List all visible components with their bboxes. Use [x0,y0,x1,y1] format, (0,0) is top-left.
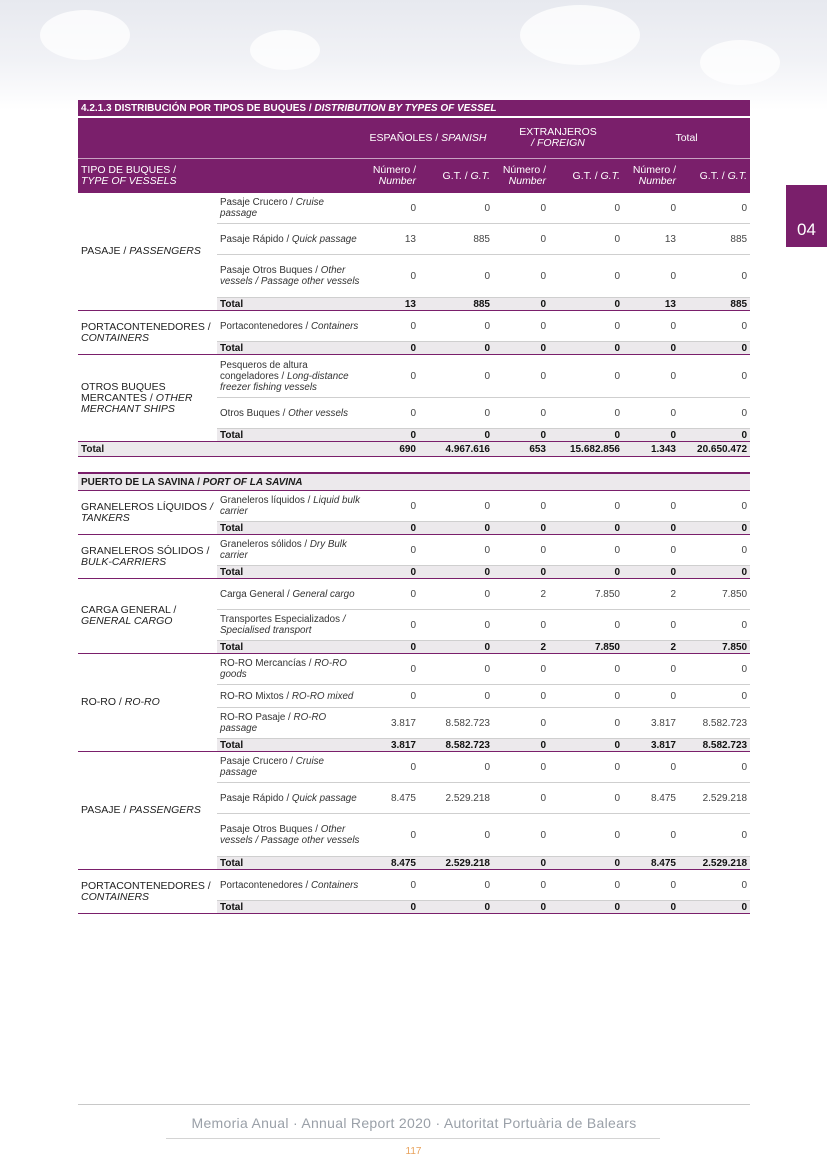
cell-value: 0 [493,654,549,685]
cell-value: 0 [419,355,493,398]
cell-value: 0 [363,685,419,708]
cell-value: 0 [549,752,623,783]
vessel-subtype: RO-RO Mixtos / RO-RO mixed [217,685,363,708]
cell-value: 0 [493,255,549,298]
cell-value: 0 [623,355,679,398]
cell-value: 0 [679,610,750,641]
cell-value: 8.582.723 [679,708,750,739]
total-value: 0 [623,429,679,442]
grand-total-value: 690 [363,442,419,457]
cell-value: 0 [493,610,549,641]
page-number: 117 [405,1146,422,1157]
cell-value: 0 [419,579,493,610]
total-label: Total [217,566,363,579]
cell-value: 0 [493,870,549,901]
cell-value: 0 [363,610,419,641]
cell-value: 0 [419,255,493,298]
total-value: 13 [363,298,419,311]
total-value: 0 [549,901,623,914]
total-value: 0 [363,641,419,654]
section-title-row [78,473,750,491]
cell-value: 0 [493,685,549,708]
cell-value: 0 [419,685,493,708]
vessel-group: GRANELEROS SÓLIDOS / BULK-CARRIERS [78,535,217,579]
cell-value: 0 [363,311,419,342]
total-value: 0 [419,566,493,579]
vessel-group: PASAJE / PASSENGERS [78,193,217,311]
grand-total-value: 1.343 [623,442,679,457]
vessel-group: PORTACONTENEDORES / CONTAINERS [78,870,217,914]
cell-value: 0 [549,685,623,708]
vessel-subtype: Otros Buques / Other vessels [217,398,363,429]
total-value: 2 [623,641,679,654]
row-header: TIPO DE BUQUES / TYPE OF VESSELS [78,159,363,194]
total-value: 2 [493,641,549,654]
total-value: 0 [363,901,419,914]
total-value: 0 [549,522,623,535]
header-background [0,0,827,110]
total-value: 0 [493,857,549,870]
cell-value: 0 [363,654,419,685]
cell-value: 0 [493,814,549,857]
cell-value: 0 [679,491,750,522]
total-value: 0 [363,429,419,442]
cell-value: 2 [493,579,549,610]
vessel-subtype: Graneleros líquidos / Liquid bulk carrier [217,491,363,522]
total-value: 13 [623,298,679,311]
vessel-subtype: Portacontenedores / Containers [217,311,363,342]
total-label: Total [217,739,363,752]
total-value: 7.850 [679,641,750,654]
cell-value: 0 [623,685,679,708]
cell-value: 0 [363,535,419,566]
footer-text: Memoria Anual · Annual Report 2020 · Autoritat Portuària de Balears [191,1115,637,1131]
cell-value: 0 [419,610,493,641]
cell-value: 7.850 [679,579,750,610]
table-title-row [78,100,750,117]
table-row [78,654,750,685]
cell-value: 13 [363,224,419,255]
vessel-subtype: Pesqueros de altura congeladores / Long-distance freezer fishing vessels [217,355,363,398]
total-value: 3.817 [363,739,419,752]
cell-value: 0 [419,491,493,522]
cell-value: 0 [623,814,679,857]
cell-value: 0 [623,654,679,685]
cell-value: 0 [493,193,549,224]
total-value: 8.582.723 [419,739,493,752]
total-value: 0 [623,566,679,579]
total-value: 2.529.218 [419,857,493,870]
vessel-subtype: RO-RO Pasaje / RO-RO passage [217,708,363,739]
cell-value: 0 [623,193,679,224]
cell-value: 0 [549,610,623,641]
total-value: 0 [419,522,493,535]
table-row [78,752,750,783]
cell-value: 8.475 [623,783,679,814]
total-value: 0 [549,429,623,442]
vessel-subtype: Pasaje Rápido / Quick passage [217,224,363,255]
grand-total-value: 4.967.616 [419,442,493,457]
cell-value: 0 [363,193,419,224]
vessel-distribution-table [78,100,750,914]
vessel-group: CARGA GENERAL / GENERAL CARGO [78,579,217,654]
cell-value: 0 [549,255,623,298]
cell-value: 0 [623,398,679,429]
vessel-subtype: Pasaje Otros Buques / Other vessels / Passage other vessels [217,255,363,298]
total-value: 885 [419,298,493,311]
cell-value: 0 [549,654,623,685]
cell-value: 0 [623,491,679,522]
total-value: 0 [363,566,419,579]
cell-value: 0 [679,398,750,429]
vessel-subtype: Pasaje Crucero / Cruise passage [217,752,363,783]
table-title: 4.2.1.3 DISTRIBUCIÓN POR TIPOS DE BUQUES / DISTRIBUTION BY TYPES OF VESSEL [78,100,750,117]
total-value: 0 [493,739,549,752]
cell-value: 0 [679,535,750,566]
total-value: 0 [623,342,679,355]
grand-total-label: Total [78,442,363,457]
total-value: 0 [549,566,623,579]
cell-value: 0 [549,814,623,857]
cell-value: 0 [623,255,679,298]
table-row [78,355,750,398]
cell-value: 8.582.723 [419,708,493,739]
total-value: 0 [623,901,679,914]
vessel-subtype: RO-RO Mercancías / RO-RO goods [217,654,363,685]
cell-value: 0 [623,610,679,641]
total-value: 0 [493,522,549,535]
cell-value: 0 [679,752,750,783]
vessel-group: GRANELEROS LÍQUIDOS / TANKERS [78,491,217,535]
vessel-subtype: Carga General / General cargo [217,579,363,610]
cell-value: 0 [419,398,493,429]
total-value: 0 [549,739,623,752]
table-row [78,870,750,901]
total-value: 0 [419,342,493,355]
cell-value: 8.475 [363,783,419,814]
cell-value: 3.817 [623,708,679,739]
grand-total-row [78,442,750,457]
cell-value: 0 [623,752,679,783]
cell-value: 0 [363,870,419,901]
total-value: 0 [493,298,549,311]
cell-value: 0 [549,193,623,224]
table-row [78,311,750,342]
total-value: 3.817 [623,739,679,752]
cell-value: 0 [679,685,750,708]
total-label: Total [217,641,363,654]
cell-value: 0 [679,814,750,857]
cell-value: 0 [419,193,493,224]
total-value: 2.529.218 [679,857,750,870]
cell-value: 7.850 [549,579,623,610]
cell-value: 0 [549,398,623,429]
total-value: 0 [493,342,549,355]
vessel-group: OTROS BUQUES MERCANTES / OTHER MERCHANT SHIPS [78,355,217,442]
total-value: 0 [623,522,679,535]
total-value: 885 [679,298,750,311]
grand-total-value: 20.650.472 [679,442,750,457]
cell-value: 0 [363,579,419,610]
cell-value: 3.817 [363,708,419,739]
cell-value: 0 [363,752,419,783]
cell-value: 0 [679,193,750,224]
total-value: 0 [493,901,549,914]
vessel-subtype: Pasaje Crucero / Cruise passage [217,193,363,224]
cell-value: 0 [363,491,419,522]
cell-value: 0 [419,752,493,783]
cell-value: 0 [419,814,493,857]
cell-value: 0 [679,311,750,342]
vessel-group: RO-RO / RO-RO [78,654,217,752]
cell-value: 0 [493,398,549,429]
total-value: 8.475 [363,857,419,870]
cell-value: 0 [623,311,679,342]
cell-value: 0 [549,311,623,342]
cell-value: 0 [493,311,549,342]
total-label: Total [217,522,363,535]
section-title: PUERTO DE LA SAVINA / PORT OF LA SAVINA [78,473,750,491]
footer [78,1104,750,1131]
grand-total-value: 653 [493,442,549,457]
vessel-subtype: Pasaje Rápido / Quick passage [217,783,363,814]
cell-value: 0 [549,535,623,566]
total-value: 0 [419,429,493,442]
total-value: 0 [549,857,623,870]
total-label: Total [217,342,363,355]
total-value: 0 [679,566,750,579]
cell-value: 0 [493,783,549,814]
chapter-tab [786,185,827,247]
cell-value: 0 [549,491,623,522]
cell-value: 0 [493,491,549,522]
cell-value: 0 [363,355,419,398]
col-foreign: EXTRANJEROS / FOREIGN [493,117,623,159]
total-value: 0 [363,342,419,355]
total-value: 0 [679,429,750,442]
total-value: 7.850 [549,641,623,654]
cell-value: 0 [679,654,750,685]
total-label: Total [217,298,363,311]
cell-value: 885 [679,224,750,255]
table-row [78,579,750,610]
cell-value: 0 [549,224,623,255]
total-value: 0 [493,566,549,579]
cell-value: 0 [419,311,493,342]
vessel-group: PASAJE / PASSENGERS [78,752,217,870]
vessel-subtype: Transportes Especializados / Specialised transport [217,610,363,641]
cell-value: 0 [419,870,493,901]
cell-value: 0 [419,535,493,566]
table-row [78,535,750,566]
cell-value: 2.529.218 [419,783,493,814]
cell-value: 0 [493,355,549,398]
cell-value: 0 [363,255,419,298]
chapter-number: 04 [797,220,816,239]
header-row-1 [78,117,750,159]
col-spanish: ESPAÑOLES / SPANISH [363,117,493,159]
cell-value: 0 [419,654,493,685]
cell-value: 13 [623,224,679,255]
total-value: 0 [419,641,493,654]
cell-value: 0 [623,535,679,566]
total-value: 0 [419,901,493,914]
vessel-subtype: Portacontenedores / Containers [217,870,363,901]
cell-value: 0 [549,708,623,739]
cell-value: 885 [419,224,493,255]
total-value: 0 [679,522,750,535]
cell-value: 0 [549,870,623,901]
cell-value: 0 [549,783,623,814]
total-value: 0 [549,342,623,355]
total-value: 0 [679,342,750,355]
total-label: Total [217,901,363,914]
cell-value: 0 [549,355,623,398]
table-row [78,491,750,522]
table-row [78,193,750,224]
total-value: 0 [363,522,419,535]
cell-value: 0 [493,708,549,739]
cell-value: 0 [363,398,419,429]
cell-value: 0 [679,255,750,298]
col-total: Total [623,117,750,159]
header-row-2: TIPO DE BUQUES / TYPE OF VESSELS Número / Number G.T. / G.T. Número / Number G.T. / G.T. Número / Number G.T. / G.T. [78,159,750,194]
total-label: Total [217,429,363,442]
cell-value: 0 [493,224,549,255]
total-value: 8.582.723 [679,739,750,752]
cell-value: 2.529.218 [679,783,750,814]
cell-value: 2 [623,579,679,610]
cell-value: 0 [679,870,750,901]
vessel-subtype: Pasaje Otros Buques / Other vessels / Passage other vessels [217,814,363,857]
total-value: 0 [549,298,623,311]
total-value: 0 [679,901,750,914]
total-label: Total [217,857,363,870]
cell-value: 0 [679,355,750,398]
total-value: 0 [493,429,549,442]
cell-value: 0 [623,870,679,901]
grand-total-value: 15.682.856 [549,442,623,457]
cell-value: 0 [493,752,549,783]
vessel-subtype: Graneleros sólidos / Dry Bulk carrier [217,535,363,566]
vessel-group: PORTACONTENEDORES / CONTAINERS [78,311,217,355]
cell-value: 0 [363,814,419,857]
cell-value: 0 [493,535,549,566]
total-value: 8.475 [623,857,679,870]
